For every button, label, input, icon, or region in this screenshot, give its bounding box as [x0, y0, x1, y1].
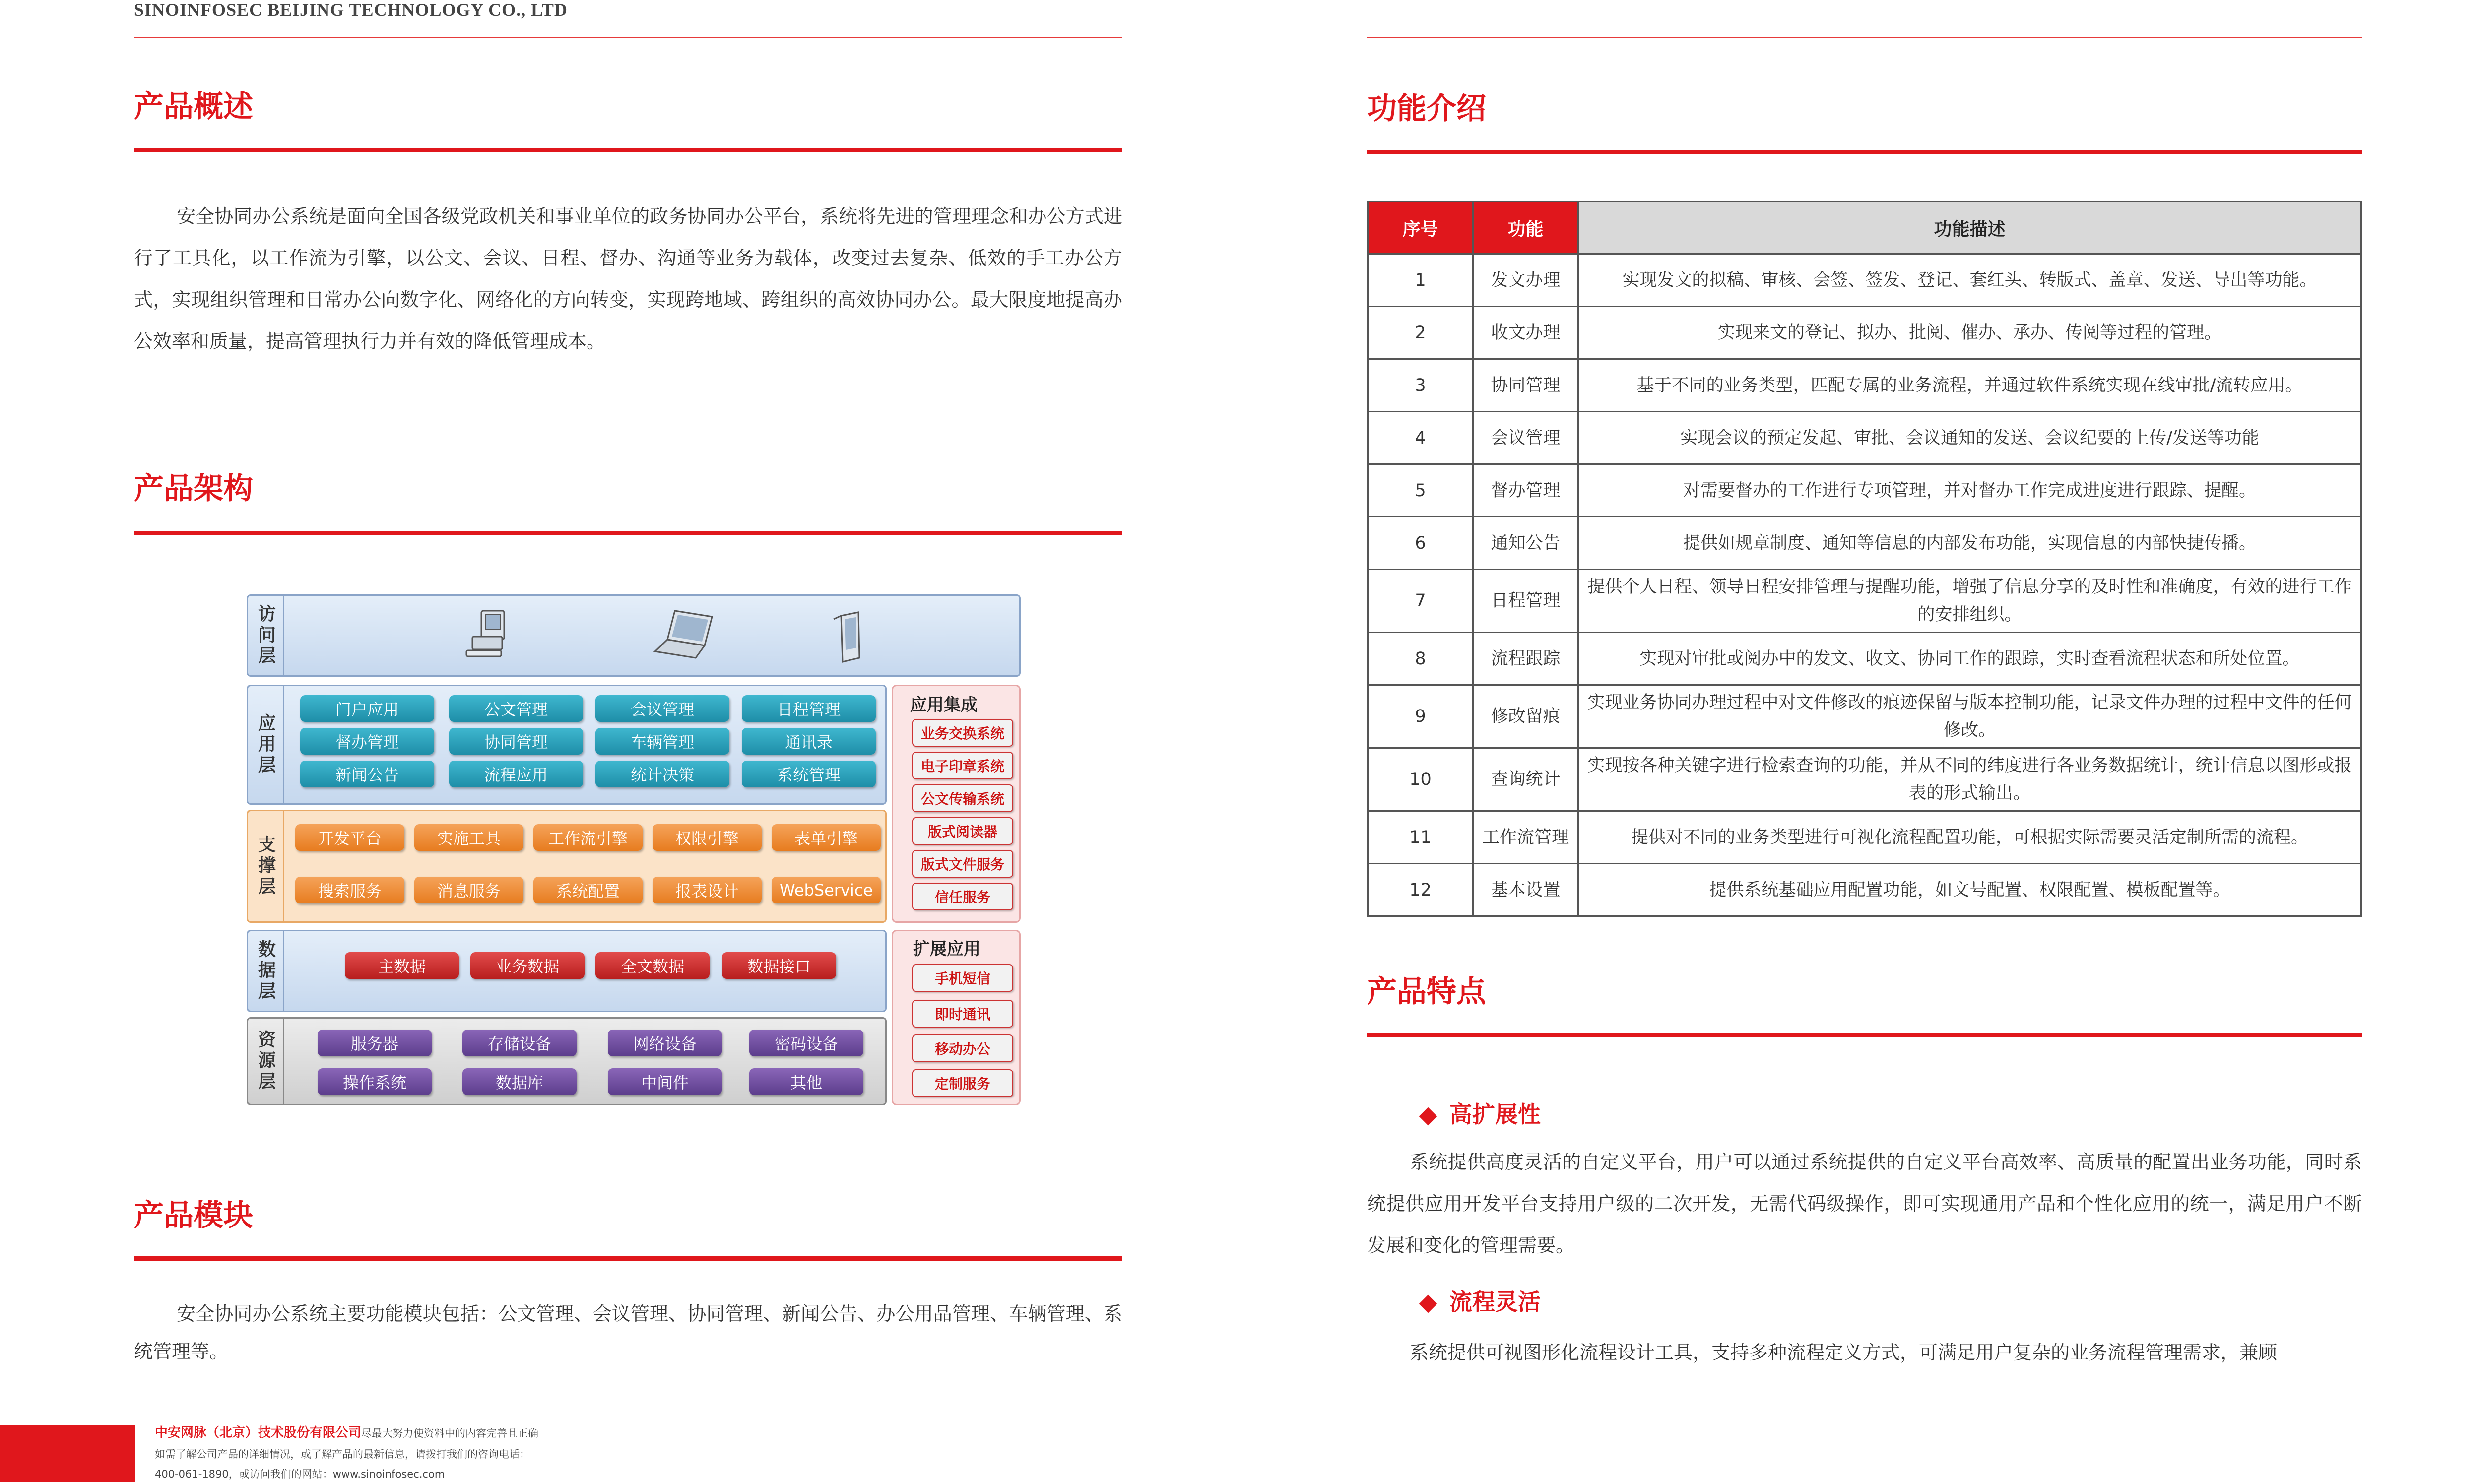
architecture-title: 产品架构 — [134, 471, 253, 506]
row-no: 12 — [1368, 864, 1473, 916]
extension-item: 即时通讯 — [912, 1000, 1013, 1028]
resource-item: 密码设备 — [749, 1030, 863, 1056]
row-description: 实现发文的拟稿、审核、会签、签发、登记、套红头、转版式、盖章、发送、导出等功能。 — [1578, 254, 2361, 307]
row-function: 流程跟踪 — [1473, 633, 1578, 685]
extension-item: 定制服务 — [912, 1069, 1013, 1097]
access-layer — [247, 594, 1021, 677]
row-function: 发文办理 — [1473, 254, 1578, 307]
footer — [155, 1423, 849, 1484]
app-item: 系统管理 — [742, 761, 876, 787]
diamond-bullet-icon — [1419, 1294, 1437, 1313]
row-function: 查询统计 — [1473, 748, 1578, 811]
functions-title: 功能介绍 — [1367, 91, 1486, 126]
integration-item: 公文传输系统 — [912, 784, 1013, 812]
data-item: 主数据 — [345, 952, 459, 979]
company-header: SINOINFOSEC BEIJING TECHNOLOGY CO., LTD — [134, 0, 568, 20]
top-divider-right — [1367, 37, 2362, 38]
resource-item: 数据库 — [462, 1068, 577, 1095]
app-item: 督办管理 — [300, 728, 434, 755]
integration-item: 电子印章系统 — [912, 752, 1013, 779]
table-row — [1368, 307, 2361, 359]
features-title: 产品特点 — [1367, 974, 1486, 1009]
data-item: 业务数据 — [470, 952, 585, 979]
row-no: 6 — [1368, 517, 1473, 570]
table-row — [1368, 254, 2361, 307]
row-no: 4 — [1368, 412, 1473, 464]
integration-item: 版式文件服务 — [912, 850, 1013, 878]
footer-note: 尽最大努力使资料中的内容完善且正确 — [361, 1427, 539, 1439]
row-no: 3 — [1368, 359, 1473, 412]
table-header-row — [1368, 202, 2361, 254]
row-function: 协同管理 — [1473, 359, 1578, 412]
desktop-computer-icon — [461, 606, 521, 665]
row-function: 会议管理 — [1473, 412, 1578, 464]
table-row — [1368, 811, 2361, 864]
row-function: 日程管理 — [1473, 570, 1578, 633]
row-no: 11 — [1368, 811, 1473, 864]
row-description: 实现会议的预定发起、审批、会议通知的发送、会议纪要的上传/发送等功能 — [1578, 412, 2361, 464]
mobile-device-icon — [829, 608, 873, 668]
resource-item: 服务器 — [318, 1030, 432, 1056]
architecture-rule — [134, 531, 1122, 535]
application-layer-label: 应用层 — [248, 686, 284, 803]
app-item: 流程应用 — [449, 761, 583, 787]
modules-rule — [134, 1256, 1122, 1261]
access-layer-label: 访问层 — [248, 596, 284, 675]
support-item: 开发平台 — [295, 824, 404, 851]
row-no: 7 — [1368, 570, 1473, 633]
extension-title: 扩展应用 — [913, 939, 980, 959]
table-row — [1368, 464, 2361, 517]
support-layer — [247, 810, 887, 923]
row-description: 实现对审批或阅办中的发文、收文、协同工作的跟踪，实时查看流程状态和所处位置。 — [1578, 633, 2361, 685]
row-description: 基于不同的业务类型，匹配专属的业务流程，并通过软件系统实现在线审批/流转应用。 — [1578, 359, 2361, 412]
app-item: 日程管理 — [742, 695, 876, 722]
resource-item: 操作系统 — [318, 1068, 432, 1095]
row-description: 提供系统基础应用配置功能，如文号配置、权限配置、模板配置等。 — [1578, 864, 2361, 916]
feature-text: 系统提供高度灵活的自定义平台，用户可以通过系统提供的自定义平台高效率、高质量的配置出业务功能，同时系统提供应用开发平台支持用户级的二次开发，无需代码级操作，即可实现通用产品和个性化应用的统一，满足用户不断发展和变化的管理需要。 — [1367, 1151, 2362, 1256]
support-item: 工作流引擎 — [533, 824, 643, 851]
row-description: 实现来文的登记、拟办、批阅、催办、承办、传阅等过程的管理。 — [1578, 307, 2361, 359]
integration-box — [892, 685, 1021, 923]
row-description: 提供如规章制度、通知等信息的内部发布功能，实现信息的内部快捷传播。 — [1578, 517, 2361, 570]
row-function: 通知公告 — [1473, 517, 1578, 570]
functions-rule — [1367, 150, 2362, 154]
integration-item: 信任服务 — [912, 883, 1013, 910]
support-item: 报表设计 — [653, 877, 762, 903]
row-function: 收文办理 — [1473, 307, 1578, 359]
support-item: WebService — [772, 877, 881, 903]
table-row — [1368, 633, 2361, 685]
row-no: 8 — [1368, 633, 1473, 685]
resource-layer — [247, 1017, 887, 1105]
functions-table — [1367, 201, 2362, 917]
resource-item: 中间件 — [608, 1068, 722, 1095]
row-function: 工作流管理 — [1473, 811, 1578, 864]
features-rule — [1367, 1033, 2362, 1037]
row-description: 提供对不同的业务类型进行可视化流程配置功能，可根据实际需要灵活定制所需的流程。 — [1578, 811, 2361, 864]
row-description: 实现业务协同办理过程中对文件修改的痕迹保留与版本控制功能，记录文件办理的过程中文件的任何修改。 — [1578, 685, 2361, 748]
laptop-icon — [650, 606, 719, 665]
app-item: 通讯录 — [742, 728, 876, 755]
feature-heading-text: 高扩展性 — [1449, 1101, 1541, 1128]
footer-contact: 400-061-1890，或访问我们的网站：www.sinoinfosec.com — [155, 1468, 445, 1480]
support-layer-label: 支撑层 — [248, 811, 284, 921]
extension-item: 手机短信 — [912, 964, 1013, 992]
app-item: 门户应用 — [300, 695, 434, 722]
top-divider-left — [134, 37, 1122, 38]
modules-text: 安全协同办公系统主要功能模块包括：公文管理、会议管理、协同管理、新闻公告、办公用品管理、车辆管理、系统管理等。 — [134, 1303, 1122, 1362]
overview-title: 产品概述 — [134, 89, 253, 124]
integration-title: 应用集成 — [910, 695, 978, 715]
header-no: 序号 — [1368, 202, 1473, 254]
row-description: 对需要督办的工作进行专项管理，并对督办工作完成进度进行跟踪、提醒。 — [1578, 464, 2361, 517]
extension-item: 移动办公 — [912, 1034, 1013, 1062]
support-item: 系统配置 — [533, 877, 643, 903]
resource-item: 其他 — [749, 1068, 863, 1095]
data-layer-label: 数据层 — [248, 931, 284, 1011]
footer-red-block — [0, 1425, 135, 1482]
row-function: 基本设置 — [1473, 864, 1578, 916]
overview-text: 安全协同办公系统是面向全国各级党政机关和事业单位的政务协同办公平台，系统将先进的管理理念和办公方式进行了工具化，以工作流为引擎，以公文、会议、日程、督办、沟通等业务为载体，改变过去复杂、低效的手工办公方式，实现组织管理和日常办公向数字化、网络化的方向转变，实现跨地域、跨组织的高效协同办公。最大限度地提高办公效率和质量，提高管理执行力并有效的降低管理成本。 — [134, 205, 1122, 352]
table-row — [1368, 517, 2361, 570]
app-item: 会议管理 — [595, 695, 729, 722]
integration-item: 版式阅读器 — [912, 817, 1013, 845]
app-item: 公文管理 — [449, 695, 583, 722]
support-item: 表单引擎 — [772, 824, 881, 851]
resource-item: 存储设备 — [462, 1030, 577, 1056]
feature-heading-text: 流程灵活 — [1449, 1289, 1541, 1315]
row-no: 1 — [1368, 254, 1473, 307]
row-function: 督办管理 — [1473, 464, 1578, 517]
header-description: 功能描述 — [1578, 202, 2361, 254]
row-description: 实现按各种关键字进行检索查询的功能，并从不同的纬度进行各业务数据统计，统计信息以图形或报表的形式输出。 — [1578, 748, 2361, 811]
integration-item: 业务交换系统 — [912, 719, 1013, 747]
table-row — [1368, 359, 2361, 412]
row-no: 9 — [1368, 685, 1473, 748]
app-item: 统计决策 — [595, 761, 729, 787]
support-item: 权限引擎 — [653, 824, 762, 851]
app-item: 新闻公告 — [300, 761, 434, 787]
app-item: 车辆管理 — [595, 728, 729, 755]
feature-heading — [1422, 1284, 1541, 1317]
table-row — [1368, 748, 2361, 811]
data-item: 全文数据 — [595, 952, 710, 979]
row-no: 10 — [1368, 748, 1473, 811]
table-row — [1368, 570, 2361, 633]
support-item: 实施工具 — [414, 824, 523, 851]
row-description: 提供个人日程、领导日程安排管理与提醒功能，增强了信息分享的及时性和准确度，有效的进行工作的安排组织。 — [1578, 570, 2361, 633]
header-function: 功能 — [1473, 202, 1578, 254]
table-row — [1368, 864, 2361, 916]
modules-title: 产品模块 — [134, 1198, 253, 1233]
row-no: 5 — [1368, 464, 1473, 517]
row-function: 修改留痕 — [1473, 685, 1578, 748]
overview-rule — [134, 148, 1122, 152]
row-no: 2 — [1368, 307, 1473, 359]
diamond-bullet-icon — [1419, 1107, 1437, 1125]
feature-text: 系统提供可视图形化流程设计工具，支持多种流程定义方式，可满足用户复杂的业务流程管理需求，兼顾 — [1410, 1342, 2278, 1363]
support-item: 消息服务 — [414, 877, 523, 903]
architecture-diagram — [247, 594, 1021, 1108]
table-row — [1368, 412, 2361, 464]
feature-heading — [1422, 1097, 1541, 1129]
extension-box — [892, 930, 1021, 1105]
data-layer — [247, 930, 887, 1012]
footer-company: 中安网脉（北京）技术股份有限公司 — [155, 1425, 362, 1440]
support-item: 搜索服务 — [295, 877, 404, 903]
app-item: 协同管理 — [449, 728, 583, 755]
data-item: 数据接口 — [722, 952, 836, 979]
footer-line-2: 如需了解公司产品的详细情况，或了解产品的最新信息，请拨打我们的咨询电话： — [155, 1448, 530, 1460]
resource-item: 网络设备 — [608, 1030, 722, 1056]
resource-layer-label: 资源层 — [248, 1019, 284, 1104]
table-row — [1368, 685, 2361, 748]
application-layer — [247, 685, 887, 805]
